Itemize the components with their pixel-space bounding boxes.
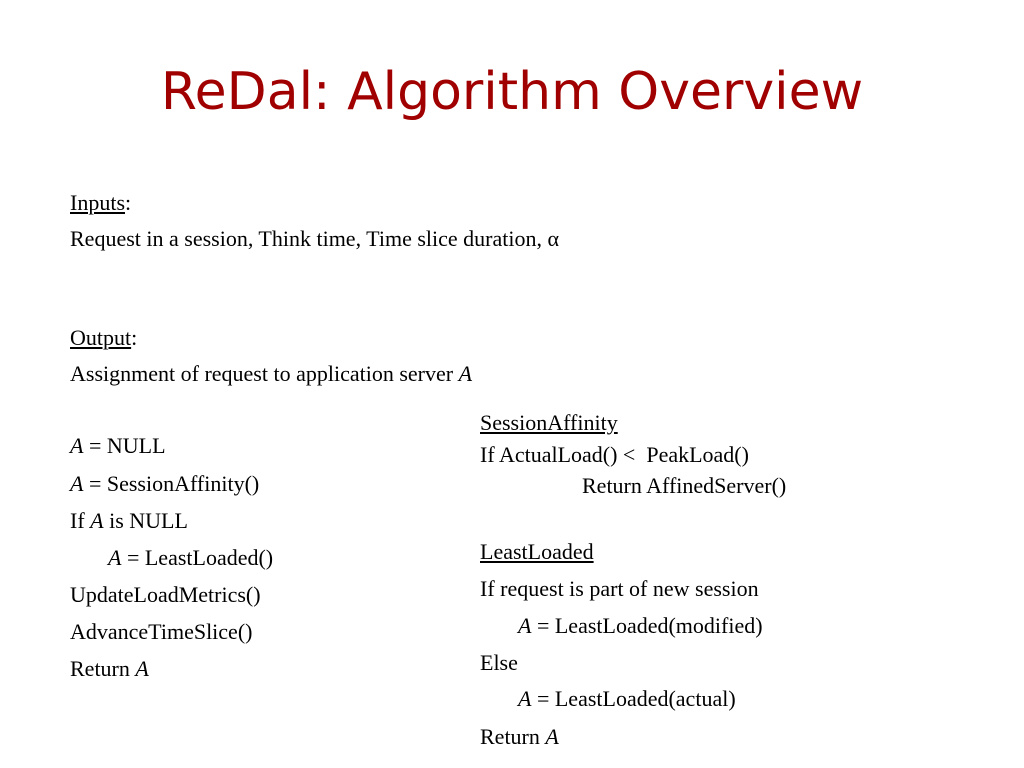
least-loaded-heading: LeastLoaded bbox=[480, 539, 594, 564]
algorithm-line-if-null bbox=[70, 508, 188, 534]
least-loaded-variable: A bbox=[518, 686, 532, 711]
output-colon: : bbox=[131, 325, 138, 350]
algorithm-line-advance-time-slice: AdvanceTimeSlice() bbox=[70, 619, 253, 644]
session-affinity-return: Return AffinedServer() bbox=[582, 473, 787, 498]
output-heading: Output bbox=[70, 325, 132, 350]
output-description: Assignment of request to application server bbox=[70, 361, 459, 386]
session-affinity-condition: If ActualLoad() < PeakLoad() bbox=[480, 442, 749, 467]
session-affinity-heading: SessionAffinity bbox=[480, 410, 618, 435]
least-loaded-line-modified bbox=[518, 613, 763, 639]
output-heading-line bbox=[70, 325, 137, 351]
least-loaded-variable: A bbox=[518, 613, 532, 638]
algorithm-variable: A bbox=[90, 508, 104, 533]
algorithm-text: = SessionAffinity() bbox=[83, 471, 260, 496]
least-loaded-text: = LeastLoaded(actual) bbox=[531, 686, 736, 711]
algorithm-line-return bbox=[70, 656, 149, 682]
least-loaded-line-condition: If request is part of new session bbox=[480, 576, 759, 601]
algorithm-variable: A bbox=[70, 433, 84, 458]
inputs-heading: Inputs bbox=[70, 190, 125, 215]
output-variable: A bbox=[458, 361, 473, 386]
least-loaded-variable: A bbox=[545, 724, 559, 749]
algorithm-variable: A bbox=[135, 656, 149, 681]
algorithm-text: If bbox=[70, 508, 91, 533]
slide-title: ReDal: Algorithm Overview bbox=[160, 62, 864, 122]
least-loaded-line-else: Else bbox=[480, 650, 518, 675]
inputs-colon: : bbox=[125, 190, 132, 215]
algorithm-variable: A bbox=[108, 545, 122, 570]
algorithm-text: = NULL bbox=[83, 433, 166, 458]
algorithm-line-init bbox=[70, 433, 166, 459]
algorithm-text: is NULL bbox=[103, 508, 188, 533]
algorithm-line-session-affinity bbox=[70, 471, 259, 497]
least-loaded-text: = LeastLoaded(modified) bbox=[531, 613, 763, 638]
algorithm-text: Return bbox=[70, 656, 136, 681]
least-loaded-line-actual bbox=[518, 686, 736, 712]
algorithm-variable: A bbox=[70, 471, 84, 496]
output-description-line bbox=[70, 361, 472, 387]
algorithm-text: = LeastLoaded() bbox=[121, 545, 274, 570]
algorithm-line-least-loaded bbox=[108, 545, 273, 571]
inputs-description: Request in a session, Think time, Time slice duration, α bbox=[70, 226, 559, 251]
algorithm-line-update-metrics: UpdateLoadMetrics() bbox=[70, 582, 261, 607]
least-loaded-line-return bbox=[480, 724, 559, 750]
inputs-heading-line bbox=[70, 190, 131, 216]
least-loaded-text: Return bbox=[480, 724, 546, 749]
